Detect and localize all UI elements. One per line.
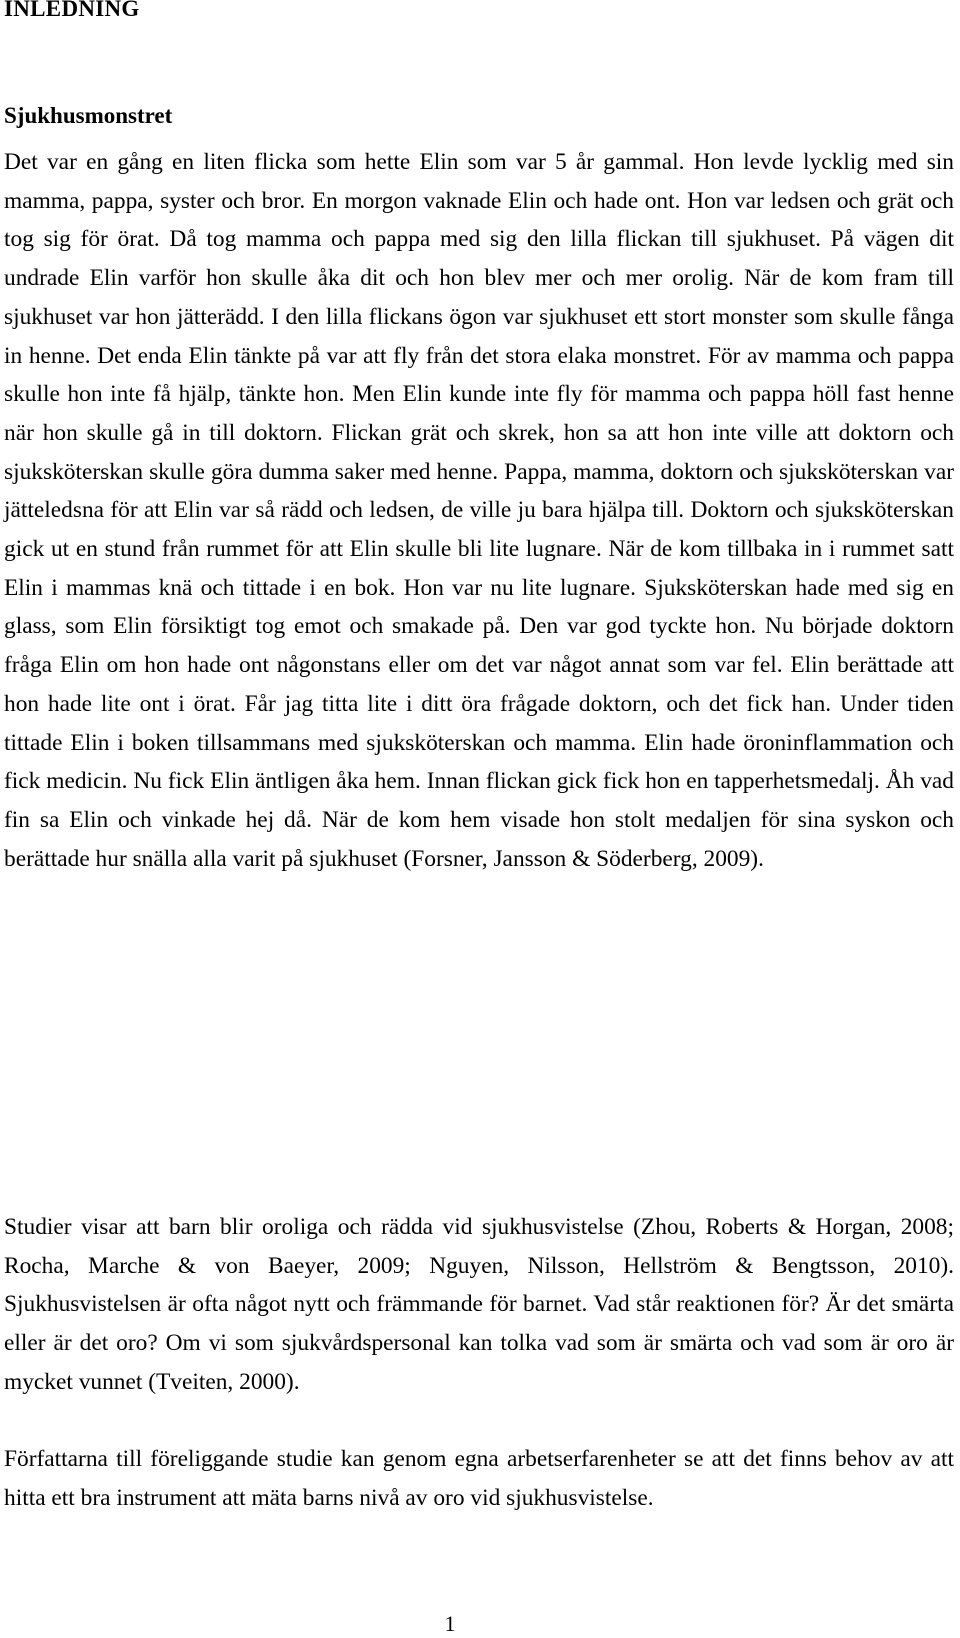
story-paragraph: Det var en gång en liten flicka som hette Elin som var 5 år gammal. Hon levde lycklig med sin mamma, pappa, syster och bror. En morgon vaknade Elin och hade ont. Hon var ledsen och grät och tog sig för örat. Då tog mamma och pappa med sig den lilla flickan till sjukhuset. På vägen dit undrade Elin varför hon skulle åka dit och hon blev mer och mer orolig. När de kom fram till sjukhuset var hon jätterädd. I den lilla flickans ögon var sjukhuset ett stort monster som skulle fånga in henne. Det enda Elin tänkte på var att fly från det stora elaka monstret. För av mamma och pappa skulle hon inte få hjälp, tänkte hon. Men Elin kunde inte fly för mamma och pappa höll fast henne när hon skulle gå in till doktorn. Flickan grät och skrek, hon sa att hon inte ville att doktorn och sjuksköterskan skulle göra dumma saker med henne. Pappa, mamma, doktorn och sjuksköterskan var jätteledsna för att Elin var så rädd och ledsen, de ville ju bara hjälpa till. Doktorn och sjuksköterskan gick ut en stund från rummet för att Elin skulle bli lite lugnare. När de kom tillbaka in i rummet satt Elin i mammas knä och tittade i en bok. Hon var nu lite lugnare. Sjuksköterskan hade med sig en glass, som Elin försiktigt tog emot och smakade på. Den var god tyckte hon. Nu började doktorn fråga Elin om hon hade ont någonstans eller om det var något annat som var fel. Elin berättade att hon hade lite ont i örat. Får jag titta lite i ditt öra frågade doktorn, och det fick han. Under tiden tittade Elin i boken tillsammans med sjuksköterskan och mamma. Elin hade öroninflammation och fick medicin. Nu fick Elin äntligen åka hem. Innan flickan gick fick hon en tapperhetsmedalj. Åh vad fin sa Elin och vinkade hej då. När de kom hem visade hon stolt medaljen för sina syskon och berättade hur snälla alla varit på sjukhuset (Forsner, Jansson & Söderberg, 2009). bbox=[4, 149, 954, 872]
body-paragraph: Studier visar att barn blir oroliga och rädda vid sjukhusvistelse (Zhou, Roberts & Horgan, 2008; Rocha, Marche & von Baeyer, 2009; Nguyen, Nilsson, Hellström & Bengtsson, 2010). Sjukhusvistelsen är ofta något nytt och främmande för barnet. Vad står reaktionen för? Är det smärta eller är det oro? Om vi som sjukvårdspersonal kan tolka vad som är smärta och vad som är oro är mycket vunnet (Tveiten, 2000). bbox=[4, 1214, 954, 1395]
body-paragraph: Författarna till föreliggande studie kan genom egna arbetserfarenheter se att det finns behov av att hitta ett bra instrument att mäta barns nivå av oro vid sjukhusvistelse. bbox=[4, 1446, 954, 1511]
section-heading: INLEDNING bbox=[4, 0, 140, 21]
page-number: 1 bbox=[444, 1611, 456, 1636]
story-title: Sjukhusmonstret bbox=[4, 103, 173, 128]
